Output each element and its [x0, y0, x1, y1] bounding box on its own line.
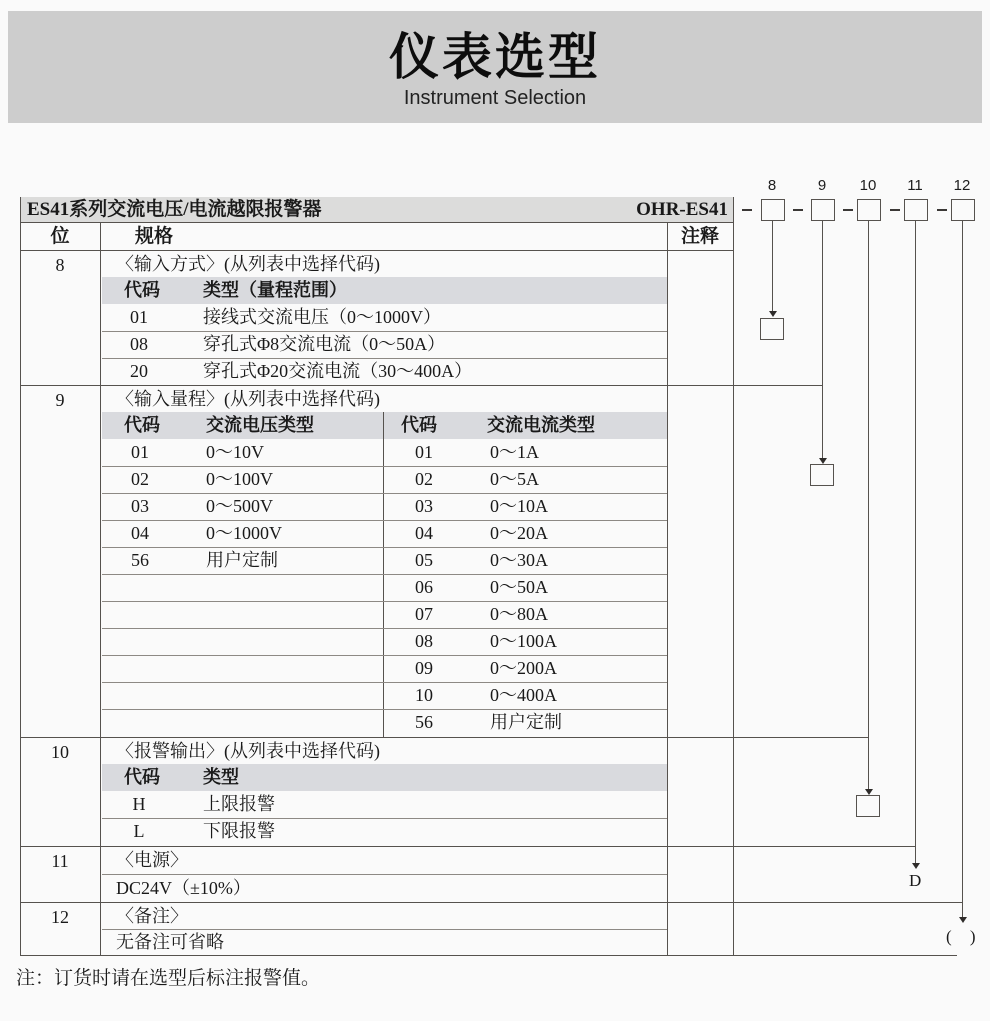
section11-title: 〈电源〉	[116, 850, 188, 870]
voltage-code: 04	[131, 523, 149, 543]
table-line-under-titlebar	[20, 222, 734, 223]
code-digit-11: 11	[907, 177, 923, 194]
answer-box-10	[856, 795, 880, 817]
section10-title: 〈报警输出〉(从列表中选择代码)	[116, 741, 380, 761]
current-code: 08	[415, 631, 433, 651]
alarm-label: 下限报警	[203, 821, 275, 841]
subrow-border	[102, 628, 667, 629]
arrow-down-icon	[959, 917, 967, 923]
section8-col-type: 类型（量程范围）	[203, 280, 347, 300]
leader-line-10	[868, 221, 869, 789]
leader-line-12	[962, 221, 963, 917]
voltage-range: 0～100V	[206, 469, 273, 489]
section9-title: 〈输入量程〉(从列表中选择代码)	[116, 389, 380, 409]
subrow-border	[102, 493, 667, 494]
column-header-spec: 规格	[135, 226, 174, 247]
arrow-down-icon	[769, 311, 777, 317]
alarm-code: L	[133, 821, 145, 841]
voltage-range: 用户定制	[206, 550, 278, 570]
option-code: 08	[130, 334, 148, 354]
current-range: 0～80A	[490, 604, 548, 624]
code-box-10	[857, 199, 881, 221]
code-digit-12: 12	[953, 177, 971, 194]
option-label: 接线式交流电压（0～1000V）	[203, 307, 441, 327]
subrow-border	[102, 547, 667, 548]
current-code: 07	[415, 604, 433, 624]
table-border-right	[733, 197, 734, 955]
arrow-down-icon	[912, 863, 920, 869]
voltage-code: 03	[131, 496, 149, 516]
page-subtitle: Instrument Selection	[403, 87, 587, 109]
section9-col-code1: 代码	[124, 415, 160, 435]
option-label: 穿孔式Φ8交流电流（0～50A）	[203, 334, 446, 354]
section12-title: 〈备注〉	[116, 906, 188, 926]
answer-box-9	[810, 464, 834, 486]
leader-line-8	[772, 221, 773, 311]
current-range: 用户定制	[490, 712, 562, 732]
section12-pos: 12	[51, 907, 69, 927]
table-title: ES41系列交流电压/电流越限报警器	[27, 199, 322, 220]
current-range: 0～100A	[490, 631, 557, 651]
subrow-border	[102, 574, 667, 575]
current-range: 0～30A	[490, 550, 548, 570]
current-code: 10	[415, 685, 433, 705]
page-title: 仪表选型	[389, 29, 601, 85]
current-code: 56	[415, 712, 433, 732]
subrow-border	[102, 655, 667, 656]
remark-parentheses: ( )	[946, 927, 979, 946]
code-box-9	[811, 199, 835, 221]
column-header-note: 注释	[680, 226, 719, 247]
current-range: 0～400A	[490, 685, 557, 705]
section8-col-code: 代码	[124, 280, 160, 300]
section10-col-code: 代码	[124, 767, 160, 787]
code-dash	[890, 209, 900, 211]
current-range: 0～1A	[490, 442, 539, 462]
power-value: DC24V（±10%）	[116, 878, 251, 898]
current-range: 0～200A	[490, 658, 557, 678]
code-dash	[793, 209, 803, 211]
section11-pos: 11	[51, 851, 69, 871]
model-code: OHR-ES41	[636, 199, 728, 220]
subrow-border	[102, 682, 667, 683]
current-range: 0～10A	[490, 496, 548, 516]
option-code: 20	[130, 361, 148, 381]
voltage-range: 0～500V	[206, 496, 273, 516]
leader-line-11	[915, 221, 916, 863]
remark-value: 无备注可省略	[116, 932, 224, 952]
code-dash	[843, 209, 853, 211]
code-digit-8: 8	[767, 177, 777, 194]
section10-col-type: 类型	[203, 767, 239, 787]
alarm-code: H	[132, 794, 146, 814]
column-header-pos: 位	[50, 226, 70, 247]
current-code: 05	[415, 550, 433, 570]
current-code: 03	[415, 496, 433, 516]
section9-col-code2: 代码	[401, 415, 437, 435]
subrow-border	[102, 709, 667, 710]
option-code: 01	[130, 307, 148, 327]
section9-pos: 9	[55, 390, 65, 410]
code-box-11	[904, 199, 928, 221]
current-range: 0～20A	[490, 523, 548, 543]
subrow-border	[102, 818, 667, 819]
section8-subheader-bar	[102, 277, 667, 304]
leader-line-9	[822, 221, 823, 458]
footnote: 注：订货时请在选型后标注报警值。	[16, 968, 321, 989]
section10-pos: 10	[51, 742, 69, 762]
power-code-letter: D	[909, 871, 922, 890]
code-digit-10: 10	[859, 177, 877, 194]
voltage-code: 01	[131, 442, 149, 462]
code-digit-9: 9	[817, 177, 827, 194]
option-label: 穿孔式Φ20交流电流（30～400A）	[203, 361, 473, 381]
answer-box-8	[760, 318, 784, 340]
section10-subheader-bar	[102, 764, 667, 791]
current-code: 06	[415, 577, 433, 597]
voltage-range: 0～10V	[206, 442, 264, 462]
code-box-8	[761, 199, 785, 221]
voltage-range: 0～1000V	[206, 523, 282, 543]
voltage-code: 02	[131, 469, 149, 489]
section9-col-volt: 交流电压类型	[206, 415, 314, 435]
current-range: 0～50A	[490, 577, 548, 597]
current-code: 01	[415, 442, 433, 462]
alarm-label: 上限报警	[203, 794, 275, 814]
code-dash	[742, 209, 752, 211]
section9-col-amp: 交流电流类型	[487, 415, 595, 435]
table-border-left	[20, 197, 21, 955]
code-dash	[937, 209, 947, 211]
current-range: 0～5A	[490, 469, 539, 489]
current-code: 04	[415, 523, 433, 543]
voltage-code: 56	[131, 550, 149, 570]
section8-title: 〈输入方式〉(从列表中选择代码)	[116, 254, 380, 274]
section8-pos: 8	[55, 255, 65, 275]
current-code: 02	[415, 469, 433, 489]
page-banner	[8, 11, 982, 123]
code-box-12	[951, 199, 975, 221]
subrow-border	[102, 520, 667, 521]
subrow-border	[102, 601, 667, 602]
current-code: 09	[415, 658, 433, 678]
subrow-border	[102, 466, 667, 467]
